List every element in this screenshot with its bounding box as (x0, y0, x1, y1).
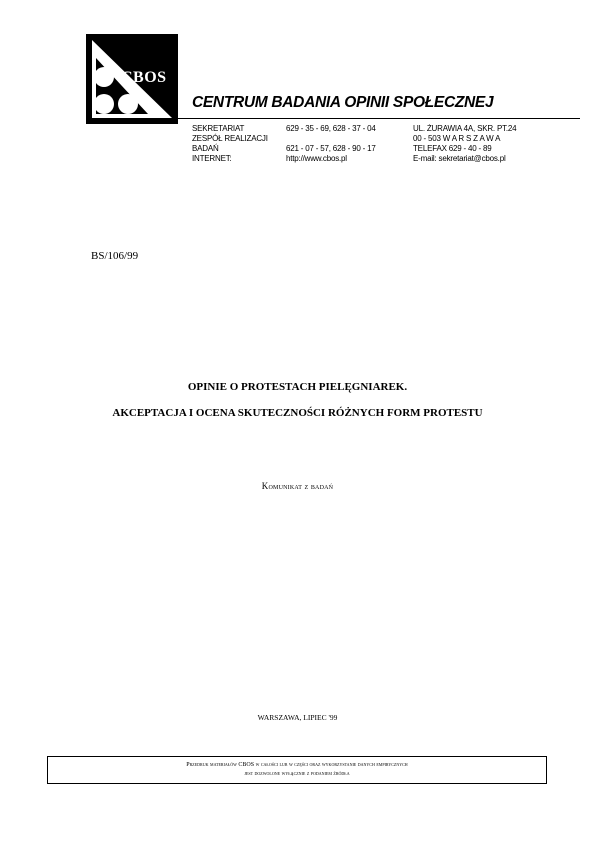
address-line: E-mail: sekretariat@cbos.pl (413, 154, 506, 163)
document-reference: BS/106/99 (91, 250, 139, 262)
contact-label: ZESPÓŁ REALIZACJI (192, 134, 268, 143)
contact-value (286, 134, 376, 144)
logo-text: CBOS (121, 69, 167, 86)
organization-name: CENTRUM BADANIA OPINII SPOŁECZNEJ (192, 94, 494, 111)
notice-line: jest dozwolone wyłącznie z podaniem źródła (244, 771, 350, 777)
place-and-date: WARSZAWA, LIPIEC '99 (257, 713, 338, 722)
address-block (413, 124, 516, 164)
contact-label: BADAŃ (192, 144, 219, 153)
address-line: UL. ŻURAWIA 4A, SKR. PT.24 (413, 124, 517, 133)
document-title-line2: AKCEPTACJA I OCENA SKUTECZNOŚCI RÓŻNYCH FORM PROTESTU (112, 407, 483, 419)
contact-value: http://www.cbos.pl (286, 154, 347, 163)
address-line: TELEFAX 629 - 40 - 89 (413, 144, 492, 153)
contact-label: SEKRETARIAT (192, 124, 245, 133)
contact-values (286, 124, 376, 164)
contact-label: INTERNET: (192, 154, 232, 163)
header-divider (176, 118, 580, 119)
contact-labels (192, 124, 268, 164)
address-line: 00 - 503 W A R S Z A W A (413, 134, 501, 143)
contact-value: 621 - 07 - 57, 628 - 90 - 17 (286, 144, 376, 153)
document-title-line1: OPINIE O PROTESTACH PIELĘGNIAREK. (187, 381, 408, 393)
contact-value: 629 - 35 - 69, 628 - 37 - 04 (286, 124, 376, 133)
document-subtitle: Komunikat z badań (261, 481, 334, 491)
copyright-notice (47, 756, 547, 784)
notice-line: Przedruk materiałów CBOS w całości lub w części oraz wykorzystanie danych empirycznych (186, 762, 408, 768)
cbos-logo (86, 34, 178, 124)
